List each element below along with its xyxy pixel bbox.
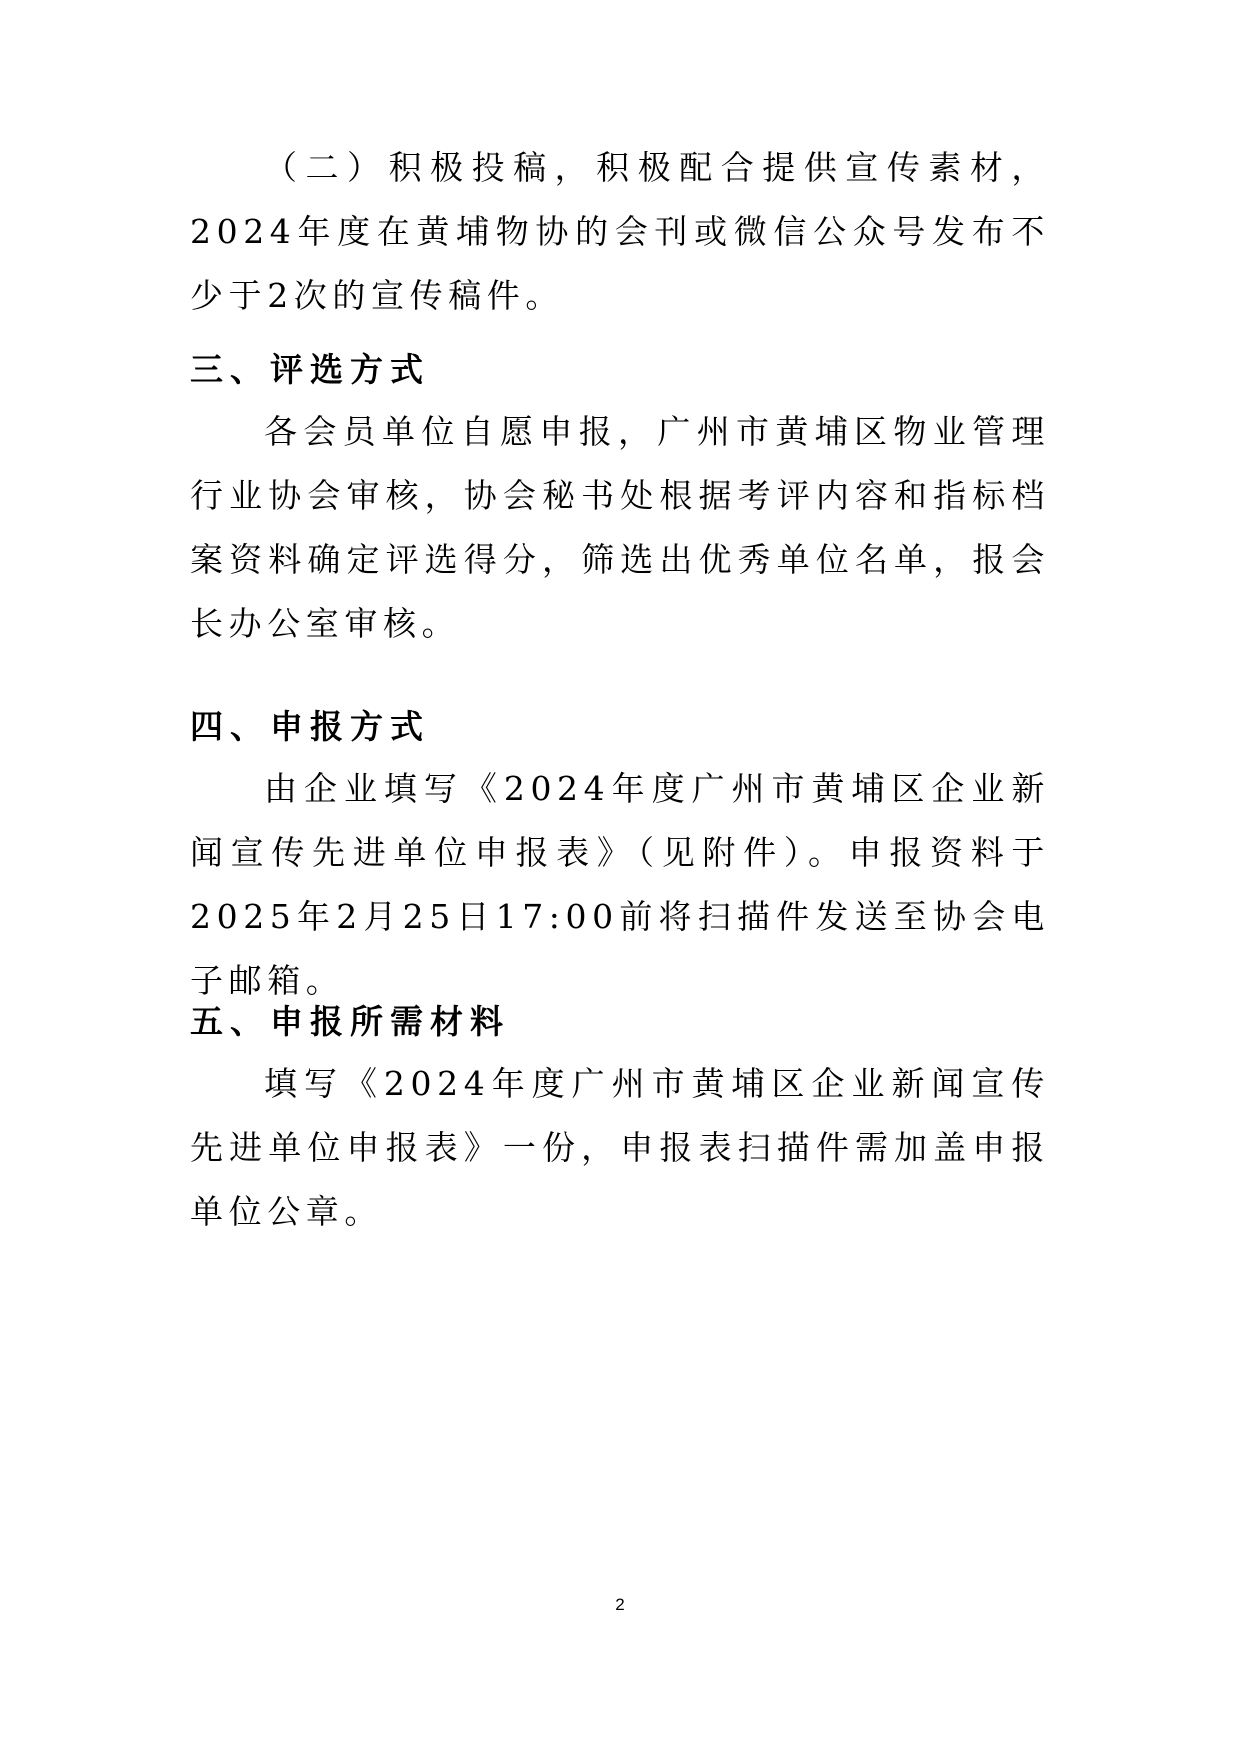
section-heading-application-method: 四、申报方式	[190, 707, 430, 746]
section-heading-evaluation-method: 三、评选方式	[190, 350, 430, 389]
section-heading-required-materials: 五、申报所需材料	[190, 1002, 510, 1041]
paragraph-application-method: 由企业填写《2024年度广州市黄埔区企业新闻宣传先进单位申报表》（见附件）。申报资料于2025年2月25日17:00前将扫描件发送至协会电子邮箱。	[190, 769, 1050, 1000]
paragraph-evaluation-method: 各会员单位自愿申报，广州市黄埔区物业管理行业协会审核，协会秘书处根据考评内容和指标档案资料确定评选得分，筛选出优秀单位名单，报会长办公室审核。	[190, 412, 1050, 643]
paragraph-submission-requirement: （二）积极投稿，积极配合提供宣传素材，2024年度在黄埔物协的会刊或微信公众号发布不少于2次的宣传稿件。	[190, 148, 1050, 315]
page-number: 2	[615, 1595, 625, 1614]
paragraph-required-materials: 填写《2024年度广州市黄埔区企业新闻宣传先进单位申报表》一份，申报表扫描件需加盖申报单位公章。	[190, 1064, 1050, 1231]
